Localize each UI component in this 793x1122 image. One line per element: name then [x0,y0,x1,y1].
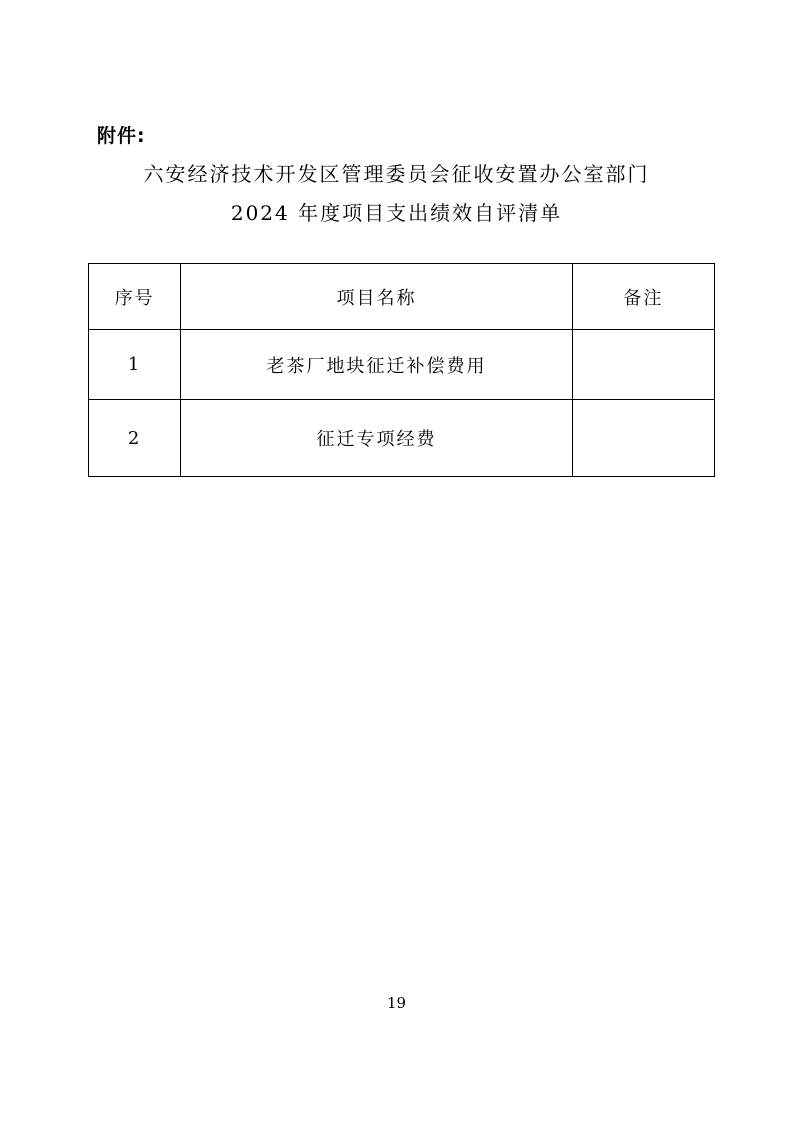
table-row [89,330,715,400]
cell-index: 2 [89,400,181,477]
project-table [88,263,715,477]
document-title-line-1: 六安经济技术开发区管理委员会征收安置办公室部门 [143,162,650,186]
cell-index: 1 [89,330,181,400]
page-number: 19 [386,994,407,1012]
cell-project-name: 征迁专项经费 [181,400,573,477]
header-index: 序号 [89,264,181,330]
attachment-label: 附件: [97,125,146,147]
header-project-name: 项目名称 [181,264,573,330]
header-remark: 备注 [572,264,714,330]
cell-remark [572,330,714,400]
document-title-line-2: 2024 年度项目支出绩效自评清单 [230,201,563,225]
cell-project-name: 老茶厂地块征迁补偿费用 [181,330,573,400]
cell-remark [572,400,714,477]
table-header-row [89,264,715,330]
table-row [89,400,715,477]
